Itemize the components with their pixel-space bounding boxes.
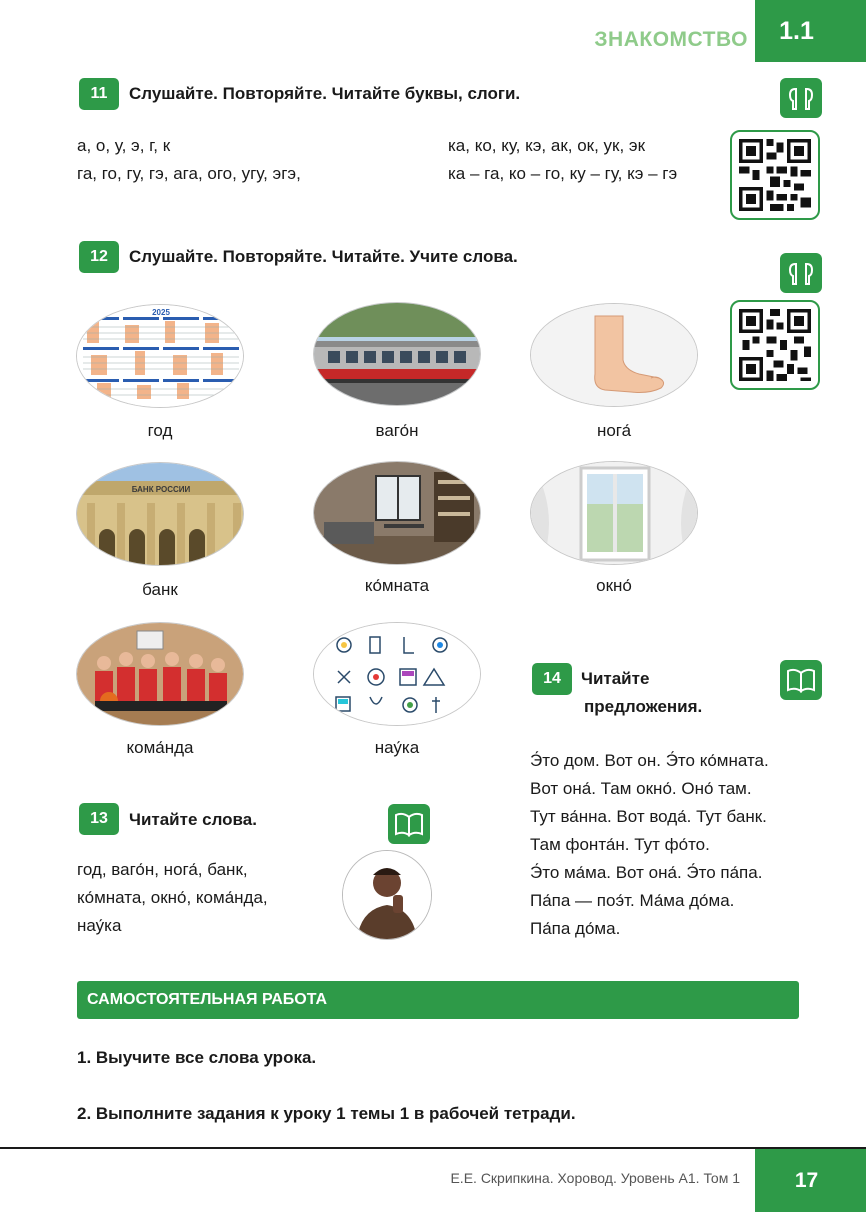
ex14-line-4: Там фонта́н. Тут фо́то. <box>530 835 710 854</box>
word-komnata: ко́мната <box>364 576 430 595</box>
exercise-14-number: 14 <box>532 663 572 695</box>
ex11-right-line-1: ка, ко, ку, кэ, ак, ок, ук, эк <box>448 136 646 155</box>
bank-image <box>76 462 244 566</box>
word-god: год <box>147 421 173 440</box>
exercise-11-number: 11 <box>79 78 119 110</box>
science-image <box>313 622 481 726</box>
foot-image <box>530 303 698 407</box>
page-number-badge <box>755 1149 866 1212</box>
footer-divider <box>0 1147 866 1149</box>
chapter-title: ЗНАКОМСТВО <box>594 28 748 51</box>
ex14-line-3: Тут ва́нна. Вот вода́. Тут банк. <box>530 807 767 826</box>
word-nauka: нау́ка <box>374 738 420 757</box>
exercise-14-title-line-2: предложения. <box>584 697 703 716</box>
train-wagon-image <box>313 302 481 406</box>
ex14-line-6: Па́па — поэ́т. Ма́ма до́ма. <box>530 891 735 910</box>
headphones-icon[interactable] <box>780 78 822 118</box>
section-number: 1.1 <box>779 16 814 45</box>
self-study-bar: САМОСТОЯТЕЛЬНАЯ РАБОТА <box>77 981 799 1019</box>
ex13-line-1: год, ваго́н, нога́, банк, <box>77 860 248 879</box>
ex14-line-1: Э́то дом. Вот он. Э́то ко́мната. <box>530 751 769 770</box>
exercise-13-title: Читайте слова. <box>129 810 257 829</box>
ex11-left-line-2: га, го, гу, гэ, ага, ого, угу, эгэ, <box>77 164 301 183</box>
word-bank: банк <box>142 580 178 599</box>
word-okno: окно́ <box>596 576 632 595</box>
page-number: 17 <box>794 1168 819 1192</box>
word-vagon: ваго́н <box>375 421 419 440</box>
exercise-11-title: Слушайте. Повторяйте. Читайте буквы, слоги. <box>129 84 521 103</box>
qr-code-icon[interactable] <box>730 300 820 390</box>
ex11-right-line-2: ка – га, ко – го, ку – гу, кэ – гэ <box>448 164 678 183</box>
exercise-12-title: Слушайте. Повторяйте. Читайте. Учите слова. <box>129 247 518 266</box>
qr-code-icon[interactable] <box>730 130 820 220</box>
window-image <box>530 461 698 565</box>
headphones-icon[interactable] <box>780 253 822 293</box>
sign-language-video-icon[interactable] <box>342 850 432 940</box>
ex14-line-5: Э́то ма́ма. Вот она́. Э́то па́па. <box>530 863 763 882</box>
self-study-task-2: 2. Выполните задания к уроку 1 темы 1 в рабочей тетради. <box>77 1104 576 1123</box>
exercise-12-number: 12 <box>79 241 119 273</box>
self-study-task-1: 1. Выучите все слова урока. <box>77 1048 317 1067</box>
calendar-image <box>76 304 244 408</box>
calendar-year: 2025 <box>152 308 170 317</box>
ex11-left-line-1: а, о, у, э, г, к <box>77 136 171 155</box>
ex13-line-3: нау́ка <box>77 916 122 935</box>
exercise-13-number: 13 <box>79 803 119 835</box>
ex14-line-2: Вот она́. Там окно́. Оно́ там. <box>530 779 752 798</box>
word-noga: нога́ <box>596 421 632 440</box>
book-icon[interactable] <box>780 660 822 700</box>
section-number-badge <box>755 0 866 62</box>
ex14-line-7: Па́па до́ма. <box>530 919 621 938</box>
exercise-14-title-line-1: Читайте <box>581 669 650 688</box>
word-komanda: кома́нда <box>126 738 194 757</box>
bank-sign: БАНК РОССИИ <box>131 485 191 494</box>
team-image <box>76 622 244 726</box>
room-image <box>313 461 481 565</box>
footer-credit: Е.Е. Скрипкина. Хоровод. Уровень А1. Том 1 <box>450 1170 740 1186</box>
ex13-line-2: ко́мната, окно́, кома́нда, <box>77 888 268 907</box>
book-icon[interactable] <box>388 804 430 844</box>
